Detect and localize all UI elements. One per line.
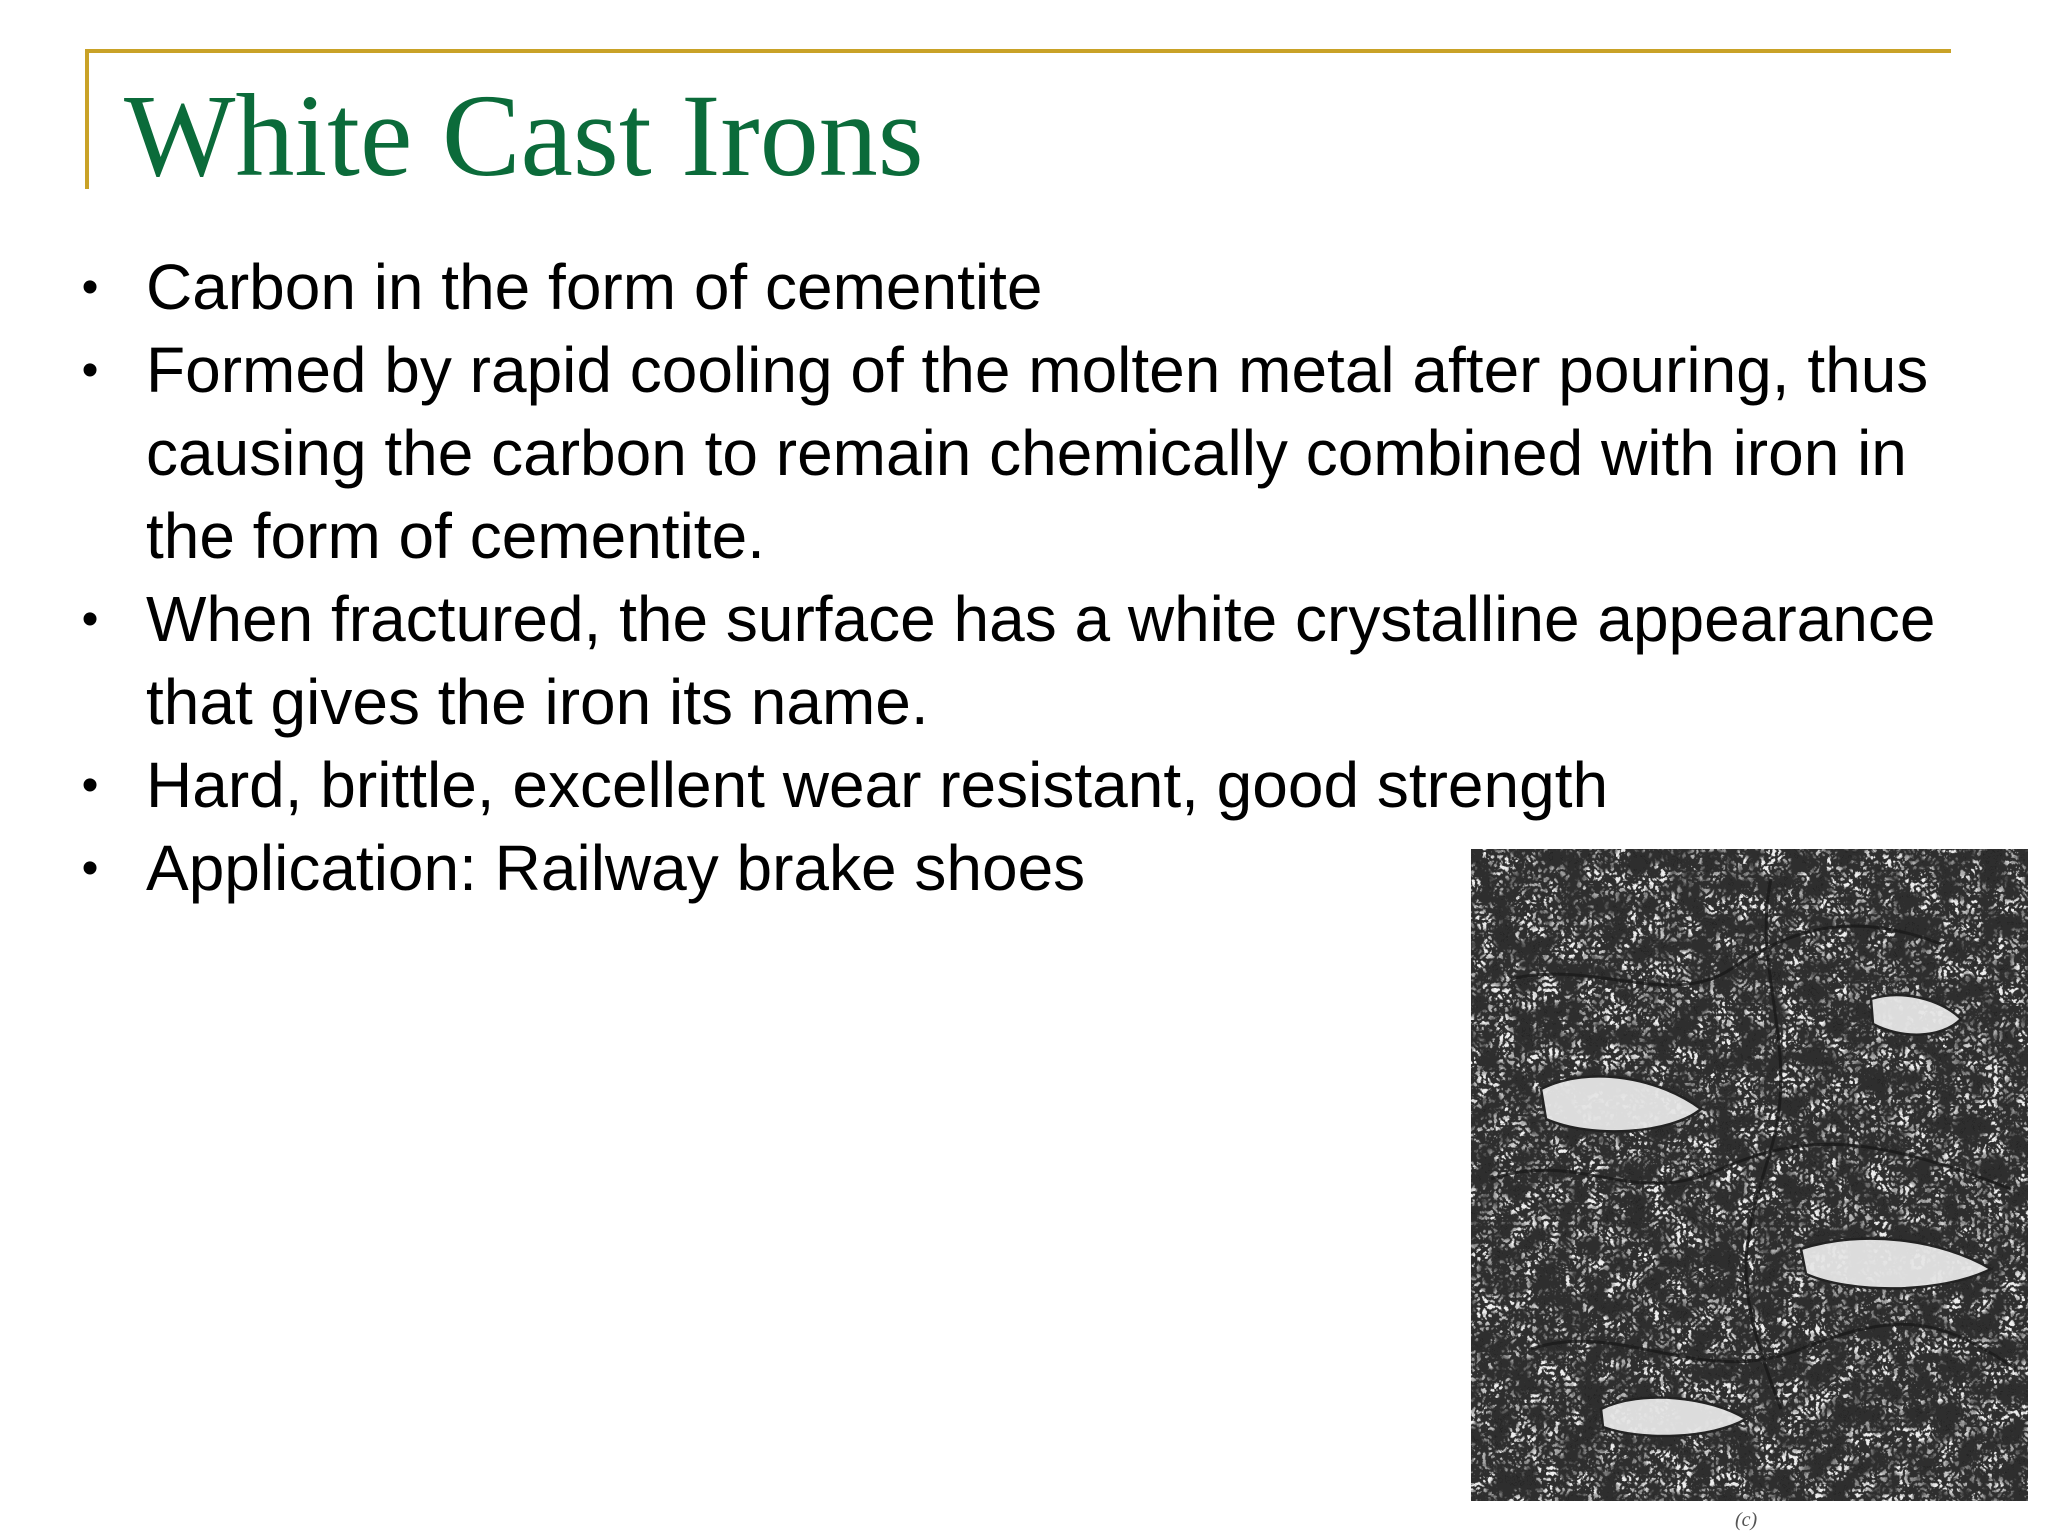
- figure-caption: (c): [1735, 1509, 1758, 1531]
- slide-title: White Cast Irons: [124, 70, 924, 201]
- bullet-icon: •: [81, 261, 99, 314]
- bullet-list: [70, 246, 1970, 910]
- bullet-text: Application: Railway brake shoes: [146, 832, 1086, 904]
- bullet-icon: •: [81, 842, 99, 895]
- bullet-text: Hard, brittle, excellent wear resistant, good strength: [146, 749, 1609, 821]
- title-accent-rule: [85, 49, 1951, 53]
- bullet-item: [70, 744, 1970, 827]
- micrograph-image: [1471, 849, 2028, 1501]
- bullet-item: [70, 246, 1970, 329]
- bullet-icon: •: [81, 593, 99, 646]
- bullet-item: [70, 329, 1970, 578]
- bullet-item: [70, 578, 1970, 744]
- bullet-icon: •: [81, 759, 99, 812]
- bullet-text: Carbon in the form of cementite: [146, 251, 1043, 323]
- bullet-text: Formed by rapid cooling of the molten metal after pouring, thus causing the carbon to remain chemically combined with iron in the form of cementite.: [146, 334, 1929, 572]
- bullet-text: When fractured, the surface has a white crystalline appearance that gives the iron its name.: [146, 583, 1936, 738]
- bullet-icon: •: [81, 344, 99, 397]
- title-accent-side-rule: [85, 49, 89, 189]
